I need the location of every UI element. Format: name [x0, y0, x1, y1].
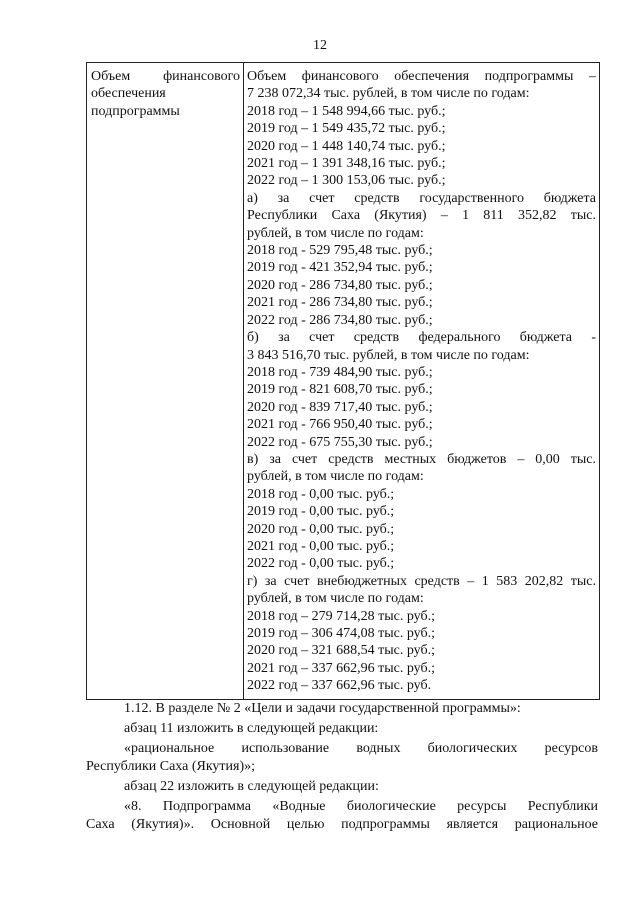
paragraph-line: Саха (Якутия)». Основной целью подпрограммы является рациональное	[86, 817, 598, 832]
financing-line: рублей, в том числе по годам:	[247, 469, 424, 485]
financing-line: 2019 год – 306 474,08 тыс. руб.;	[247, 626, 435, 641]
financing-line: 7 238 072,34 тыс. рублей, в том числе по годам:	[247, 86, 530, 102]
financing-line: 2018 год - 0,00 тыс. руб.;	[247, 486, 395, 502]
financing-line: 2018 год - 739 484,90 тыс. руб.;	[247, 364, 433, 380]
label-line: обеспечения	[91, 86, 166, 102]
financing-line: 2019 год - 821 608,70 тыс. руб.;	[247, 382, 433, 398]
financing-line: 2018 год – 279 714,28 тыс. руб.;	[247, 608, 435, 624]
financing-line: 2021 год – 1 391 348,16 тыс. руб.;	[247, 156, 446, 172]
financing-line: 2021 год - 286 734,80 тыс. руб.;	[247, 295, 433, 311]
financing-line: 2019 год – 1 549 435,72 тыс. руб.;	[247, 121, 446, 137]
paragraph-line: «рациональное использование водных биологических ресурсов	[124, 741, 598, 756]
financing-line: 2018 год – 1 548 994,66 тыс. руб.;	[247, 103, 446, 119]
financing-line: а) за счет средств государственного бюджета	[247, 190, 596, 206]
financing-line: Объем финансового обеспечения подпрограммы –	[247, 69, 596, 84]
financing-line: 2022 год - 0,00 тыс. руб.;	[247, 556, 395, 572]
paragraph: абзац 22 изложить в следующей редакции:	[124, 779, 379, 794]
financing-line: 2022 год – 1 300 153,06 тыс. руб.;	[247, 173, 446, 189]
table-label-cell	[87, 63, 244, 699]
financing-table	[86, 62, 600, 700]
paragraph: 1.12. В разделе № 2 «Цели и задачи государственной программы»:	[124, 701, 521, 716]
financing-line: Республики Саха (Якутия) – 1 811 352,82 тыс.	[247, 208, 596, 224]
financing-line: 2022 год - 286 734,80 тыс. руб.;	[247, 312, 433, 328]
label-line: Объем финансового	[91, 69, 240, 84]
financing-line: 2019 год - 0,00 тыс. руб.;	[247, 504, 395, 520]
paragraph-line: Республики Саха (Якутия)»;	[86, 759, 256, 774]
financing-line: 2020 год - 839 717,40 тыс. руб.;	[247, 399, 433, 415]
financing-line: 2018 год - 529 795,48 тыс. руб.;	[247, 243, 433, 259]
financing-line: 2022 год - 675 755,30 тыс. руб.;	[247, 434, 433, 450]
financing-line: 2021 год - 0,00 тыс. руб.;	[247, 538, 395, 554]
table-value-cell	[244, 63, 599, 699]
financing-line: 2019 год - 421 352,94 тыс. руб.;	[247, 260, 433, 276]
financing-line: 2020 год - 0,00 тыс. руб.;	[247, 521, 395, 537]
financing-line: 2021 год – 337 662,96 тыс. руб.;	[247, 660, 435, 676]
financing-line: 3 843 516,70 тыс. рублей, в том числе по годам:	[247, 347, 530, 363]
financing-line: 2020 год – 1 448 140,74 тыс. руб.;	[247, 138, 446, 154]
paragraph: абзац 11 изложить в следующей редакции:	[124, 721, 379, 736]
paragraph-line: «8. Подпрограмма «Водные биологические ресурсы Республики	[124, 799, 598, 814]
financing-line: 2022 год – 337 662,96 тыс. руб.	[247, 678, 432, 694]
financing-line: рублей, в том числе по годам:	[247, 591, 424, 607]
page-number: 12	[313, 38, 327, 53]
paragraph	[86, 740, 598, 776]
financing-line: в) за счет средств местных бюджетов – 0,00 тыс.	[247, 451, 596, 467]
financing-line: 2020 год – 321 688,54 тыс. руб.;	[247, 643, 435, 659]
financing-line: 2021 год - 766 950,40 тыс. руб.;	[247, 417, 433, 433]
financing-line: б) за счет средств федерального бюджета -	[247, 330, 596, 346]
label-line: подпрограммы	[91, 103, 180, 119]
paragraph	[86, 798, 598, 834]
financing-line: рублей, в том числе по годам:	[247, 225, 424, 241]
financing-line: г) за счет внебюджетных средств – 1 583 202,82 тыс.	[247, 573, 596, 589]
financing-line: 2020 год - 286 734,80 тыс. руб.;	[247, 277, 433, 293]
